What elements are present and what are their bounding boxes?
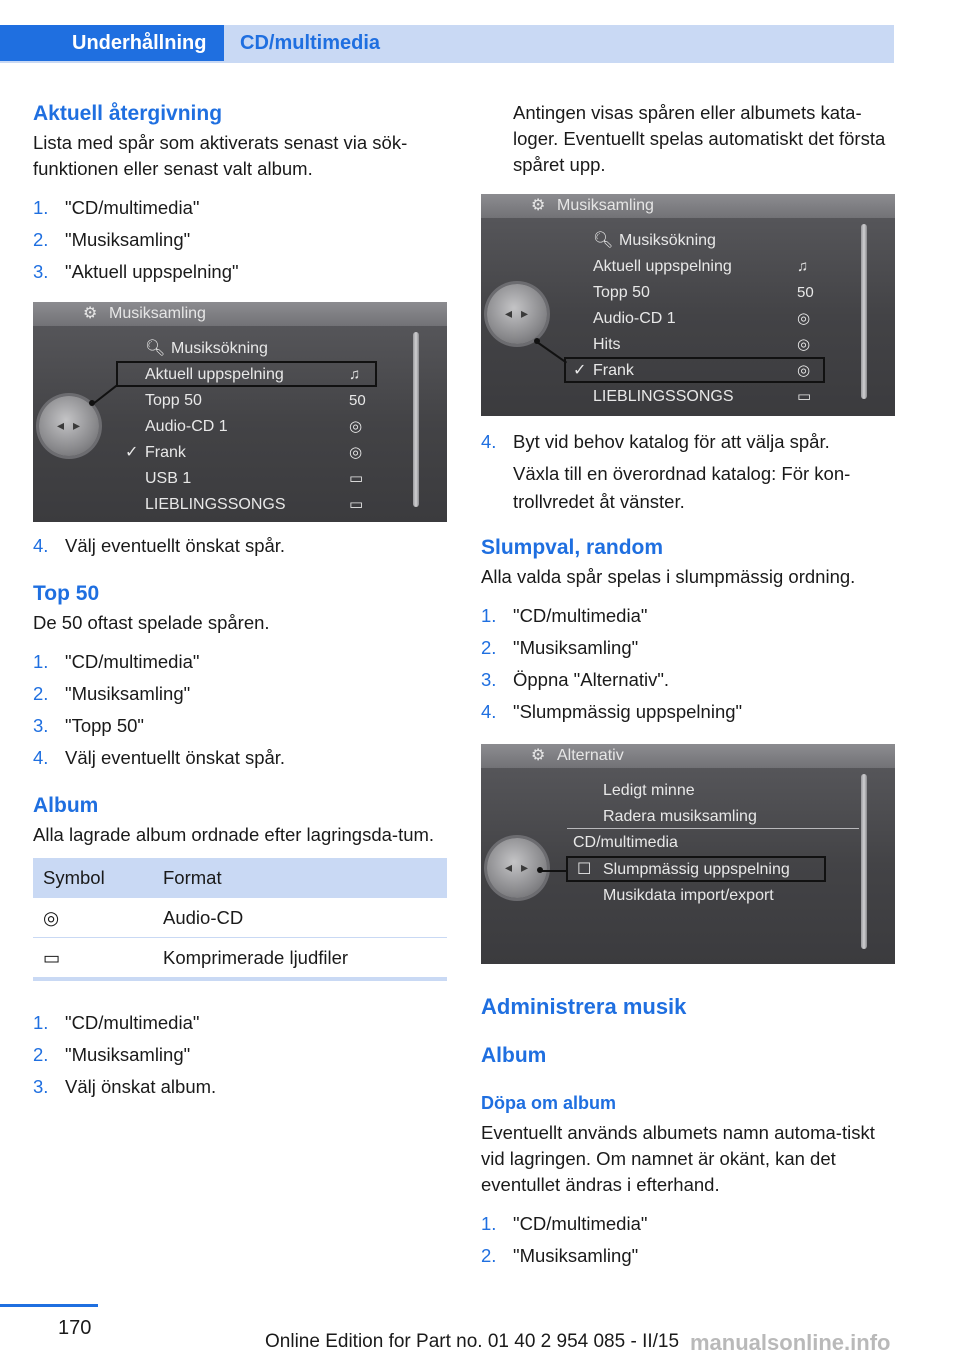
list-item: 3. Öppna "Alternativ". [481, 669, 670, 690]
music-settings-icon: ⚙ [83, 305, 98, 322]
screen-title: Musiksamling [109, 305, 206, 322]
pointer-line [92, 385, 117, 405]
music-settings-icon: ⚙ [531, 197, 546, 214]
cd-icon: ◎ [797, 310, 811, 327]
steps-byt [481, 426, 895, 458]
pointer-dot [534, 338, 540, 344]
cd-icon: ◎ [349, 418, 363, 435]
search-icon: 🔍︎ [145, 340, 166, 357]
section-title-dopa: Döpa om album [481, 1093, 617, 1113]
section-text-top50: De 50 oftast spelade spåren. [33, 612, 270, 633]
list-item: 2. "Musiksamling" [481, 1245, 639, 1266]
section-title-aktuell: Aktuell återgivning [33, 102, 223, 125]
menu-item: Musiksökning [171, 340, 268, 357]
playlist-icon: ♫ [797, 258, 809, 275]
steps-top50 [33, 646, 447, 774]
settings-icon: ⚙ [531, 747, 546, 764]
steps-dopa [481, 1208, 895, 1272]
steps-aktuell [33, 192, 447, 288]
table-header-row [33, 858, 447, 898]
list-item: 1. "CD/multimedia" [33, 1012, 200, 1033]
menu-divider [567, 828, 859, 829]
scroll-rail [861, 774, 867, 949]
table-cell: Komprimerade ljudfiler [153, 938, 447, 980]
checkbox-icon: ☐ [577, 861, 592, 878]
menu-item: Topp 50 [145, 392, 202, 409]
tab-cd-multimedia[interactable]: CD/multimedia [224, 25, 894, 61]
menu-item: Ledigt minne [603, 782, 695, 799]
list-item: 1. "CD/multimedia" [481, 1213, 648, 1234]
menu-item: Topp 50 [593, 284, 650, 301]
folder-icon: ▭ [33, 938, 153, 980]
section-text-slumpval: Alla valda spår spelas i slumpmässig ordning. [481, 566, 856, 587]
list-item: 2. "Musiksamling" [33, 1044, 191, 1065]
left-column [33, 100, 447, 1103]
cd-icon: ◎ [797, 336, 811, 353]
controller-knob-icon: ◂ ▸ [487, 838, 547, 898]
scroll-rail [413, 332, 419, 507]
pointer-line [541, 870, 567, 872]
section-text-dopa: Eventuellt används albumets namn automa-tiskt vid lagringen. Om namnet är okänt, kan det eventullet ändras i efterhand. [481, 1122, 875, 1195]
menu-item: Aktuell uppspelning [593, 258, 732, 275]
menu-item: Musiksökning [619, 232, 716, 249]
menu-section-label: CD/multimedia [573, 834, 678, 851]
menu-item: Frank [145, 444, 186, 461]
controller-knob-icon: ◂ ▸ [487, 284, 547, 344]
list-item: 2. "Musiksamling" [33, 683, 191, 704]
section-title-administrera: Administrera musik [481, 994, 687, 1019]
list-item: 3. "Aktuell uppspelning" [33, 261, 239, 282]
cd-icon: ◎ [33, 898, 153, 938]
list-item: 3. Välj önskat album. [33, 1076, 217, 1097]
list-item: 1. "CD/multimedia" [481, 605, 648, 626]
list-item: 2. "Musiksamling" [33, 229, 191, 250]
folder-icon: ▭ [797, 388, 812, 405]
footer-rule [0, 1304, 98, 1307]
cd-icon: ◎ [349, 444, 363, 461]
list-item: 3. "Topp 50" [33, 715, 144, 736]
pointer-line [536, 341, 567, 363]
list-item: 1. "CD/multimedia" [33, 651, 200, 672]
header-rule [0, 61, 894, 63]
menu-item: Hits [593, 336, 621, 353]
pointer-dot [89, 400, 95, 406]
list-item: 2. "Musiksamling" [481, 637, 639, 658]
steps-album [33, 1007, 447, 1103]
steps-aktuell-cont [33, 530, 447, 562]
screenshot-alternativ [481, 744, 895, 964]
chapter-tabs [0, 25, 894, 61]
menu-item: Audio-CD 1 [145, 418, 228, 435]
steps-slumpval [481, 600, 895, 728]
section-text-album: Alla lagrade album ordnade efter lagringsda-tum. [33, 824, 435, 845]
scroll-rail [861, 224, 867, 399]
menu-item: LIEBLINGSSONGS [593, 388, 734, 405]
section-title-top50: Top 50 [33, 582, 100, 605]
right-column [481, 100, 895, 1272]
checkmark-icon: ✓ [573, 362, 587, 379]
step-subtext: Växla till en överordnad katalog: För kon-trollvredet åt vänster. [513, 463, 851, 512]
table-row [33, 898, 447, 938]
search-icon: 🔍︎ [593, 232, 614, 249]
playlist-icon: ♫ [349, 366, 361, 383]
page-number: 170 [58, 1317, 92, 1339]
list-item: 4. Byt vid behov katalog för att välja spår. [481, 431, 830, 452]
table-cell: Audio-CD [153, 898, 447, 938]
screenshot-musiksamling-1 [33, 302, 447, 522]
list-item: 4. Välj eventuellt önskat spår. [33, 747, 286, 768]
watermark: manualsonline.info [690, 1330, 891, 1355]
section-title-slumpval: Slumpval, random [481, 536, 664, 559]
tab-underhallning[interactable]: Underhållning [0, 25, 224, 61]
pointer-dot [537, 867, 543, 873]
menu-item: LIEBLINGSSONGS [145, 496, 286, 513]
intro-text: Antingen visas spåren eller albumets kata-loger. Eventuellt spelas automatiskt det första spåret upp. [513, 102, 886, 175]
menu-item: Audio-CD 1 [593, 310, 676, 327]
top50-icon: 50 [349, 392, 366, 409]
screen-title: Musiksamling [557, 197, 654, 214]
section-title-album: Album [33, 794, 99, 817]
folder-icon: ▭ [349, 496, 364, 513]
table-row [33, 938, 447, 980]
table-header: Symbol [33, 858, 153, 898]
table-header: Format [153, 858, 447, 898]
edition-text: Online Edition for Part no. 01 40 2 954 085 - II/15 [265, 1331, 680, 1352]
symbol-table [33, 858, 447, 981]
cd-icon: ◎ [797, 362, 811, 379]
menu-item: Frank [593, 362, 634, 379]
section-text-aktuell: Lista med spår som aktiverats senast via sök-funktionen eller senast valt album. [33, 132, 408, 179]
list-item: 4. "Slumpmässig uppspelning" [481, 701, 743, 722]
list-item: 4. Välj eventuellt önskat spår. [33, 535, 286, 556]
menu-item: USB 1 [145, 470, 192, 487]
menu-item: Musikdata import/export [603, 887, 774, 904]
section-title-album-2: Album [481, 1044, 547, 1067]
screen-title: Alternativ [557, 747, 624, 764]
folder-icon: ▭ [349, 470, 364, 487]
menu-item: Slumpmässig uppspelning [603, 861, 790, 878]
menu-item: Radera musiksamling [603, 808, 757, 825]
checkmark-icon: ✓ [125, 444, 139, 461]
top50-icon: 50 [797, 284, 814, 301]
screenshot-musiksamling-2 [481, 194, 895, 416]
list-item: 1. "CD/multimedia" [33, 197, 200, 218]
controller-knob-icon: ◂ ▸ [39, 396, 99, 456]
menu-item: Aktuell uppspelning [145, 366, 284, 383]
